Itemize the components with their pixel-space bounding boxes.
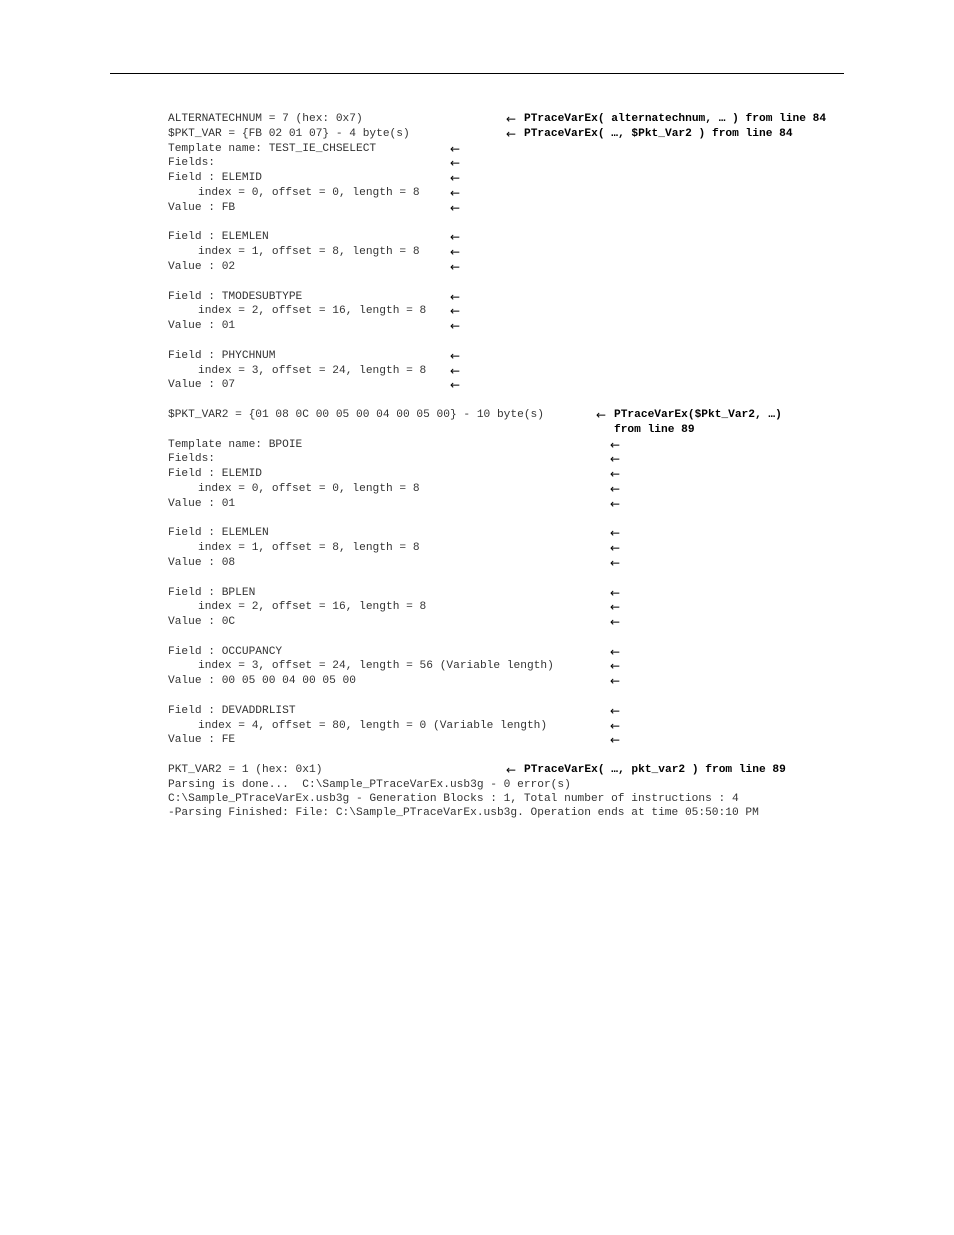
left-arrow-icon: ← [610,674,621,689]
left-arrow-icon: ← [610,703,621,718]
left-arrow-icon: ← [450,363,461,378]
index-line: index = 2, offset = 16, length = 8 ← [198,304,461,319]
trace-line [168,438,848,453]
left-arrow-icon: ← [610,644,621,659]
field-line: Field : BPLEN ← [168,585,621,600]
left-arrow-icon: ← [450,245,461,260]
fields-label: Fields: [168,453,215,466]
status-line: -Parsing Finished: File: C:\Sample_PTraceVarEx.usb3g. Operation ends at time 05:50:10 PM [168,806,759,819]
trace-note: from line 89 [614,423,695,436]
left-arrow-icon: ← [610,452,621,467]
trace-text: ALTERNATECHNUM = 7 (hex: 0x7) [168,113,363,125]
trace-text: $PKT_VAR2 = {01 08 0C 00 05 00 04 00 05 00} - 10 byte(s) [168,408,544,421]
field-line: Field : ELEMLEN ← [168,526,621,541]
left-arrow-icon: ← [610,437,621,452]
fields-label: Fields: [168,157,215,170]
index-line: index = 2, offset = 16, length = 8 ← [198,600,621,615]
left-arrow-icon: ← [450,200,461,215]
field-line: Field : PHYCHNUM ← [168,348,461,363]
left-arrow-icon: ← [450,171,461,186]
left-arrow-icon: ← [610,585,621,600]
left-arrow-icon: ← [450,230,461,245]
index-line: index = 3, offset = 24, length = 8 ← [198,363,461,378]
value-line: Value : 00 05 00 04 00 05 00 ← [168,674,621,689]
status-line: Parsing is done... C:\Sample_PTraceVarEx.usb3g - 0 error(s) [168,778,571,791]
index-line: index = 1, offset = 8, length = 8 ← [198,541,621,556]
trace-line [168,112,848,127]
field-line: Field : TMODESUBTYPE ← [168,289,461,304]
left-arrow-icon: ← [450,304,461,319]
value-line: Value : 02 ← [168,259,461,274]
left-arrow-icon: ← PTraceVarEx($Pkt_Var2, …) [596,407,782,422]
index-line: index = 3, offset = 24, length = 56 (Variable length) ← [198,659,621,674]
template-name: Template name: BPOIE [168,438,303,451]
left-arrow-icon: ← [610,481,621,496]
trace-line [168,423,848,438]
trace-line [168,763,848,778]
index-line: index = 0, offset = 0, length = 8 ← [198,481,621,496]
trace-line [168,408,848,423]
left-arrow-icon: ← [450,348,461,363]
left-arrow-icon: ← [610,600,621,615]
field-line: Field : OCCUPANCY ← [168,644,621,659]
value-line: Value : 0C ← [168,615,621,630]
left-arrow-icon: ← [610,467,621,482]
left-arrow-icon: ← PTraceVarEx( …, $Pkt_Var2 ) from line 84 [506,126,793,141]
value-line: Value : 07 ← [168,378,461,393]
left-arrow-icon: ← [610,526,621,541]
trace-line [168,156,848,171]
trace-note: PTraceVarEx( …, pkt_var2 ) from line 89 [524,764,786,777]
left-arrow-icon: ← [610,496,621,511]
left-arrow-icon: ← [450,185,461,200]
left-arrow-icon: ← [610,555,621,570]
left-arrow-icon: ← [450,259,461,274]
index-line: index = 0, offset = 0, length = 8 ← [198,185,461,200]
left-arrow-icon: ← [610,615,621,630]
header-rule [110,73,844,74]
field-line: Field : ELEMID ← [168,171,461,186]
trace-line [168,452,848,467]
value-line: Value : 01 ← [168,319,461,334]
value-line: Value : 01 ← [168,496,621,511]
trace-output [168,112,848,820]
left-arrow-icon: ← [450,319,461,334]
trace-text: PKT_VAR2 = 1 (hex: 0x1) [168,764,323,777]
left-arrow-icon: ← [450,378,461,393]
left-arrow-icon: ← [610,733,621,748]
value-line: Value : FB ← [168,200,461,215]
trace-line [168,142,848,157]
trace-text: $PKT_VAR = {FB 02 01 07} - 4 byte(s) [168,127,410,140]
status-line: C:\Sample_PTraceVarEx.usb3g - Generation Blocks : 1, Total number of instructions : 4 [168,792,739,805]
left-arrow-icon: ← [610,718,621,733]
trace-note: PTraceVarEx( …, $Pkt_Var2 ) from line 84 [524,127,793,140]
field-line: Field : ELEMLEN ← [168,230,461,245]
field-line: Field : DEVADDRLIST ← [168,703,621,718]
left-arrow-icon: ← [450,289,461,304]
left-arrow-icon: ← PTraceVarEx( alternatechnum, … ) from line 84 [506,112,827,126]
left-arrow-icon: ← [450,141,461,156]
value-line: Value : FE ← [168,733,621,748]
left-arrow-icon: ← [450,156,461,171]
trace-line [168,127,848,142]
template-name: Template name: TEST_IE_CHSELECT [168,142,377,155]
index-line: index = 4, offset = 80, length = 0 (Variable length) ← [198,718,621,733]
left-arrow-icon: ← PTraceVarEx( …, pkt_var2 ) from line 89 [506,763,786,778]
value-line: Value : 08 ← [168,555,621,570]
trace-note: PTraceVarEx($Pkt_Var2, …) [614,408,782,421]
field-line: Field : ELEMID ← [168,467,621,482]
index-line: index = 1, offset = 8, length = 8 ← [198,245,461,260]
trace-note: PTraceVarEx( alternatechnum, … ) from line 84 [524,113,827,125]
left-arrow-icon: ← [610,541,621,556]
left-arrow-icon: ← [610,659,621,674]
